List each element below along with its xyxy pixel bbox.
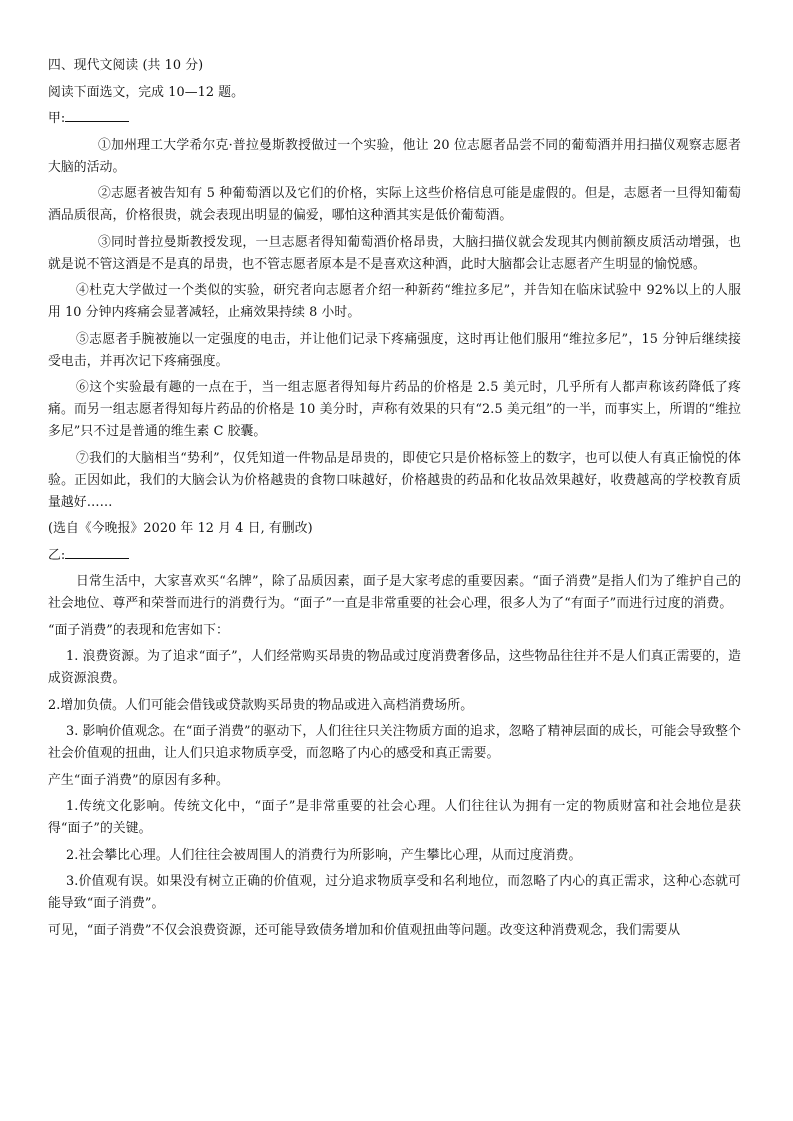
text-a-paragraph-5: ⑤志愿者手腕被施以一定强度的电击，并让他们记录下疼痛强度，这时再让他们服用“维拉多尼”，15 分钟后继续接受电击，并再次记下疼痛强度。: [48, 331, 741, 369]
text-b-label: 乙:: [48, 547, 66, 563]
cause-item-1: 1.传统文化影响。传统文化中，“面子”是非常重要的社会心理。人们往往认为拥有一定的物质财富和社会地位是获得“面子”的关键。: [48, 799, 741, 836]
text-a-paragraph-1: ①加州理工大学希尔克·普拉曼斯教授做过一个实验，他让 20 位志愿者品尝不同的葡萄酒并用扫描仪观察志愿者大脑的活动。: [48, 137, 741, 175]
text-a-paragraph-7: ⑦我们的大脑相当“势利”，仅凭知道一件物品是昂贵的，即使它只是价格标签上的数字，也可以使人有真正愉悦的体验。正因如此，我们的大脑会认为价格越贵的食物口味越好，价格越贵的药品和化妆品效果越好，收费越高的学校教育质量越好……: [48, 450, 741, 510]
harm-item-3: 3. 影响价值观念。在“面子消费”的驱动下，人们往往只关注物质方面的追求，忽略了精神层面的成长，可能会导致整个社会价值观的扭曲，让人们只追求物质享受，而忽略了内心的感受和真正需要。: [48, 724, 741, 761]
harm-item-2: 2.增加负债。人们可能会借钱或贷款购买昂贵的物品或进入高档消费场所。: [48, 697, 474, 713]
text-a-paragraph-4: ④杜克大学做过一个类似的实验，研究者向志愿者介绍一种新药“维拉多尼”，并告知在临床试验中 92%以上的人服用 10 分钟内疼痛会显著减轻，止痛效果持续 8 小时。: [48, 283, 741, 320]
reading-instruction: 阅读下面选文，完成 10—12 题。: [48, 84, 245, 100]
text-a-title-blank: [65, 109, 129, 122]
text-a-paragraph-3: ③同时普拉曼斯教授发现，一旦志愿者得知葡萄酒价格昂贵，大脑扫描仪就会发现其内侧前额皮质活动增强，也就是说不管这酒是不是真的昂贵，也不管志愿者原本是不是喜欢这种酒，此时大脑都会让志愿者产生明显的愉悦感。: [48, 234, 741, 272]
text-b-intro: 日常生活中，大家喜欢买“名牌”，除了品质因素，面子是大家考虑的重要因素。“面子消费”是指人们为了维护自己的社会地位、尊严和荣誉而进行的消费行为。“面子”一直是非常重要的社会心理，很多人为了“有面子”而进行过度的消费。: [48, 574, 741, 611]
text-a-paragraph-2: ②志愿者被告知有 5 种葡萄酒以及它们的价格，实际上这些价格信息可能是虚假的。但是，志愿者一旦得知葡萄酒品质很高，价格很贵，就会表现出明显的偏爱，哪怕这种酒其实是低价葡萄酒。: [48, 186, 741, 223]
harm-heading: “面子消费”的表现和危害如下：: [48, 622, 229, 638]
text-a-label-line: [48, 108, 741, 130]
cause-heading: 产生“面子消费”的原因有多种。: [48, 772, 229, 788]
text-a-source: (选自《今晚报》2020 年 12 月 4 日, 有删改): [48, 521, 313, 536]
conclusion: 可见，“面子消费”不仅会浪费资源，还可能导致债务增加和价值观扭曲等问题。改变这种消费观念，我们需要从: [48, 922, 681, 938]
cause-item-3: 3.价值观有误。如果没有树立正确的价值观，过分追求物质享受和名利地位，而忽略了内心的真正需求，这种心态就可能导致“面子消费”。: [48, 874, 741, 911]
harm-item-1: 1. 浪费资源。为了追求“面子”，人们经常购买昂贵的物品或过度消费奢侈品，这些物品往往并不是人们真正需要的，造成资源浪费。: [48, 649, 741, 686]
text-a-label: 甲:: [48, 111, 66, 126]
text-b-label-line: [48, 545, 741, 567]
text-a-paragraph-6: ⑥这个实验最有趣的一点在于，当一组志愿者得知每片药品的价格是 2.5 美元时，几乎所有人都声称该药降低了疼痛。而另一组志愿者得知每片药品的价格是 10 美分时，声称有效果的只有“2.5 美元组”的一半，而事实上，所谓的“维拉多尼”只不过是普通的维生素 C 胶囊。: [48, 380, 741, 439]
section-heading: 四、现代文阅读 (共 10 分): [48, 58, 204, 73]
cause-item-2: 2.社会攀比心理。人们往往会被周围人的消费行为所影响，产生攀比心理，从而过度消费。: [66, 847, 582, 863]
text-b-title-blank: [65, 546, 129, 559]
